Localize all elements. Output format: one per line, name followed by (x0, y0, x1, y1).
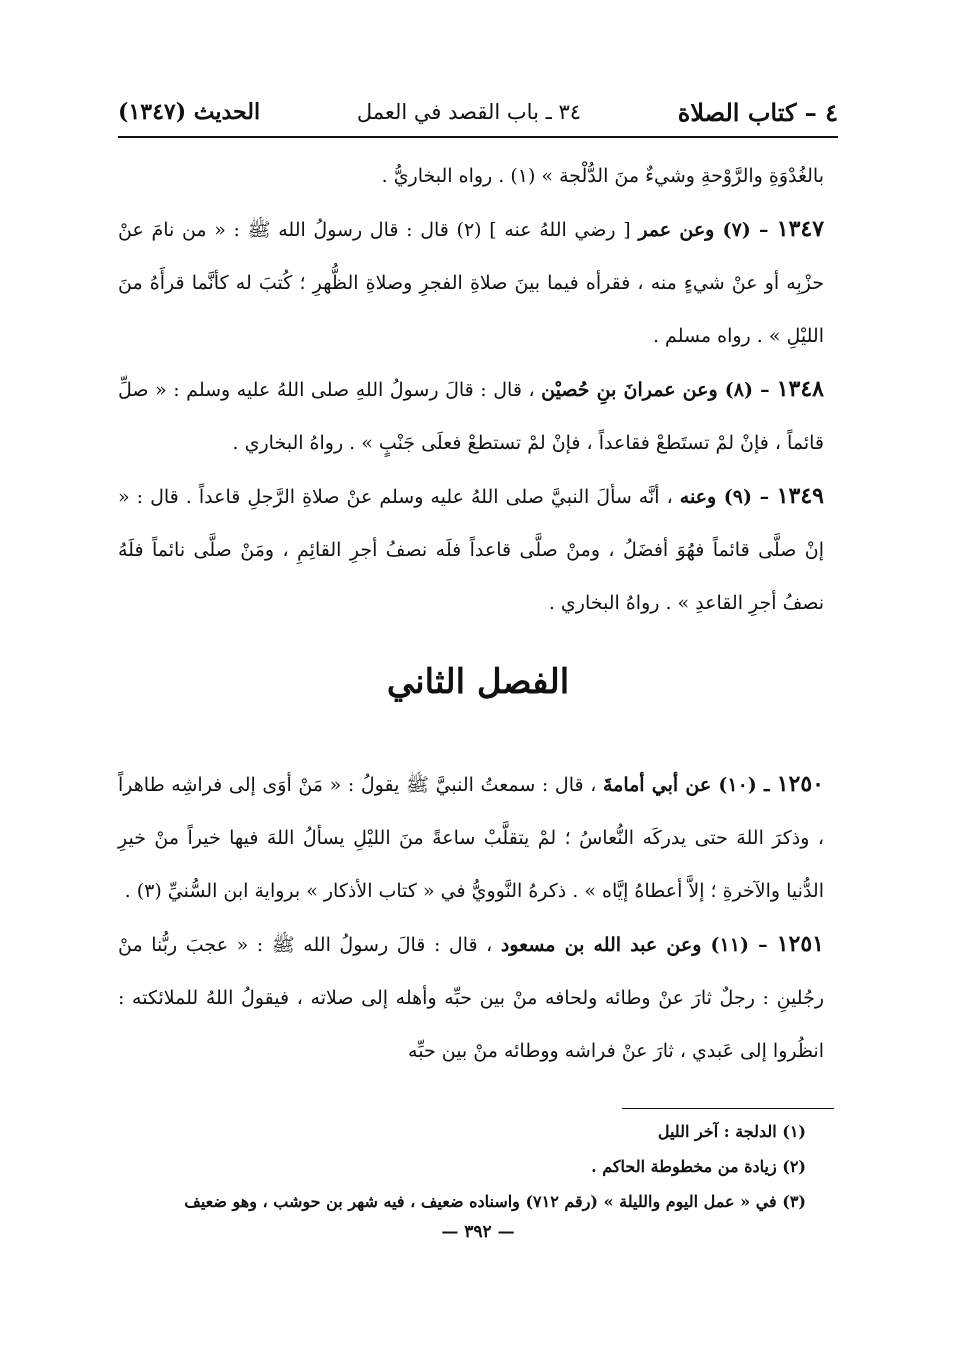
hadith-1251: ١٢٥١ – (١١) وعن عبد الله بن مسعود ، قال : قالَ رسولُ الله ﷺ : « عجبَ ربُّنا منْ رجُلينِ : رجلٌ ثارَ عنْ وطائه ولحافه منْ بين حبِّه وأهله إلى صلاته ، فيقولُ اللهُ للملائكته : انظُروا إلى عَبدي ، ثارَ عنْ فراشه ووطائه منْ بين حبِّه (118, 931, 824, 1062)
header-rule (118, 136, 838, 138)
chapter-title: ٣٤ ـ باب القصد في العمل (356, 100, 581, 124)
hadith-1349: ١٣٤٩ – (٩) وعنه ، أنَّه سألَ النبيَّ صلى اللهُ عليه وسلم عنْ صلاةِ الرَّجلِ قاعداً . قال : « إنْ صلَّى قائماً فهُوَ أفضَلُ ، ومنْ صلَّى قاعداً فلَه نصفُ أجرِ القائِمِ ، ومَنْ صلَّى نائماً فلَهُ نصفُ أجرِ القاعدِ » . رواهُ البخاري . (118, 483, 824, 614)
hadith-1250: ١٢٥٠ ـ (١٠) عن أبي أمامةَ ، قال : سمعتُ النبيَّ ﷺ يقولُ : « مَنْ أوَى إلى فراشِه طاهراً ، وذكرَ اللهَ حتى يدركَه النُّعاسُ ؛ لمْ يتقلَّبْ ساعةً منَ الليْلِ يسألُ اللهَ فيها خيراً منْ خيرِ الدُّنيا والآخرةِ ؛ إلاَّ أعطاهُ إيَّاه » . ذكرهُ النَّوويُّ في « كتاب الأذكار » برواية ابن السُّنيِّ (٣) . (118, 771, 824, 902)
paragraph-continuation: بالغُدْوَةِ والرَّوْحةِ وشيءٌ منَ الدُّلْجة » (١) . رواه البخاريُّ . (381, 165, 824, 187)
footnote-3: (٣) في « عمل اليوم والليلة » (رقم ٧١٢) واسناده ضعيف ، فيه شهر بن حوشب ، وهو ضعيف (184, 1192, 806, 1211)
footnote-rule (622, 1108, 834, 1109)
text-block-2 (118, 758, 824, 1078)
page-number: — ٣٩٢ — (441, 1222, 515, 1242)
section-title: الفصل الثاني (386, 662, 570, 702)
page-header (118, 92, 838, 132)
text-block-1 (118, 150, 824, 630)
hadith-1347: ١٣٤٧ – (٧) وعن عمر [ رضي اللهُ عنه ] (٢) قال : قال رسولُ الله ﷺ : « من نامَ عنْ حزْبِه أو عنْ شيءٍ منه ، فقرأه فيما بينَ صلاةِ الفجرِ وصلاةِ الظُّهرِ ؛ كُتبَ له كأنَّما قرأَهُ منَ الليْلِ » . رواه مسلم . (118, 216, 825, 347)
hadith-1348: ١٣٤٨ – (٨) وعن عمرانَ بنِ حُصيْن ، قال : قالَ رسولُ اللهِ صلى اللهُ عليه وسلم : « صلِّ قائماً ، فإنْ لمْ تستَطعْ فقاعداً ، فإنْ لمْ تستطعْ فعلَى جَنْبٍ » . رواهُ البخاري . (118, 376, 824, 454)
hadith-range: الحديث (١٣٤٧) (118, 99, 261, 125)
book-title: ٤ – كتاب الصلاة (677, 97, 838, 127)
footnotes (118, 1114, 806, 1219)
footnote-2: (٢) زيادة من مخطوطة الحاكم . (591, 1157, 806, 1176)
footnote-1: (١) الدلجة : آخر الليل (657, 1122, 806, 1141)
